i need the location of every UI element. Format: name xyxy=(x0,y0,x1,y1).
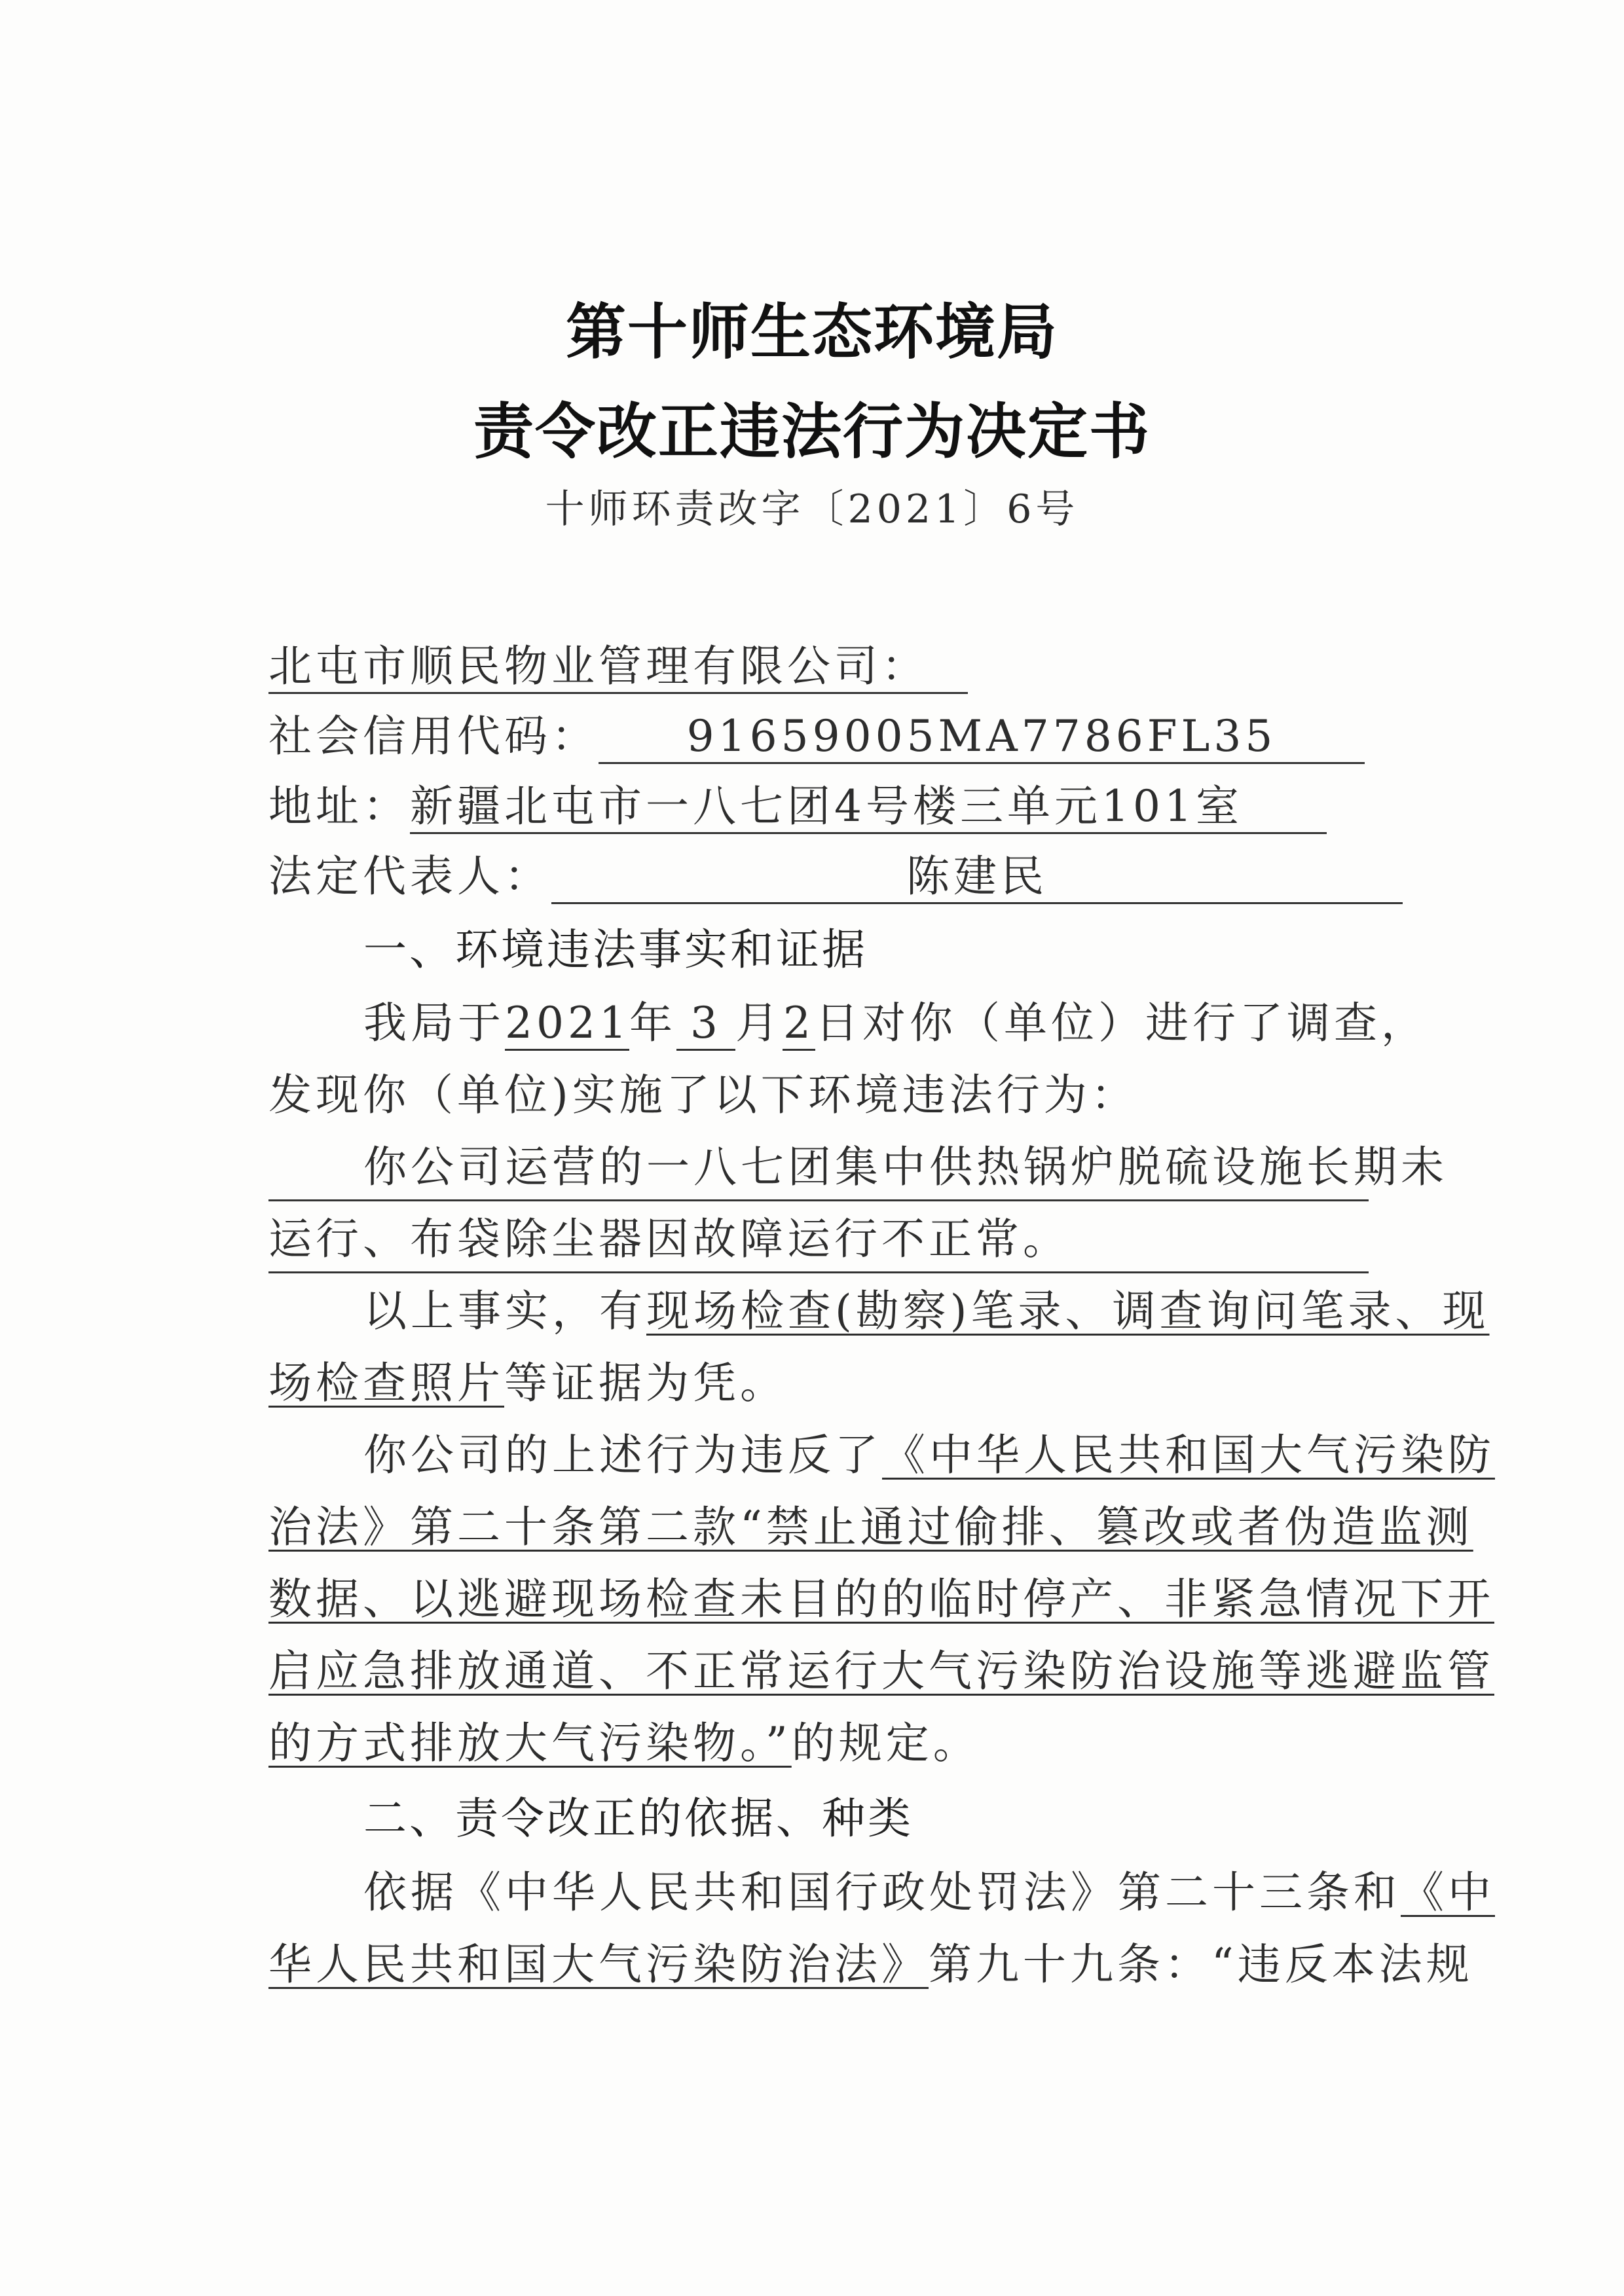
investigation-suffix: 日对你（单位）进行了调查， xyxy=(815,998,1428,1048)
law-citation-2: 治法》第二十条第二款“禁止通过偷排、篡改或者伪造监测 xyxy=(268,1502,1473,1552)
violation-rule1 xyxy=(268,1199,1369,1201)
law-suffix: 的规定。 xyxy=(791,1718,980,1768)
law-citation-5: 的方式排放大气污染物。” xyxy=(268,1718,792,1768)
address-label: 地址： xyxy=(268,781,410,831)
company-line xyxy=(268,641,968,694)
credit-code-line xyxy=(268,711,1365,764)
basis-line2 xyxy=(268,1939,1473,1990)
evidence-suffix: 等证据为凭。 xyxy=(504,1358,787,1408)
law-line5 xyxy=(268,1718,980,1768)
legal-rep-value: 陈建民 xyxy=(551,855,1403,904)
basis-prefix: 依据《中华人民共和国行政处罚法》第二十三条和 xyxy=(363,1867,1401,1918)
violation-line1: 你公司运营的一八七团集中供热锅炉脱硫设施长期未 xyxy=(363,1142,1448,1192)
basis-suffix: 第九十九条：“违反本法规 xyxy=(929,1939,1473,1990)
section2-heading: 二、责令改正的依据、种类 xyxy=(363,1793,913,1844)
law-prefix: 你公司的上述行为违反了 xyxy=(363,1430,882,1480)
address-line xyxy=(268,781,1327,834)
violation-line2: 运行、布袋除尘器因故障运行不正常。 xyxy=(268,1214,1070,1264)
law-citation-1: 《中华人民共和国大气污染防 xyxy=(882,1430,1495,1480)
basis-line1 xyxy=(363,1867,1495,1918)
law-line3 xyxy=(268,1574,1494,1624)
evidence-items-2: 场检查照片 xyxy=(268,1358,504,1408)
year-unit: 年 xyxy=(629,998,676,1048)
evidence-line1 xyxy=(363,1286,1490,1336)
law-citation-4: 启应急排放通道、不正常运行大气污染防治设施等逃避监管 xyxy=(268,1646,1494,1696)
investigation-line xyxy=(363,998,1428,1051)
evidence-prefix: 以上事实，有 xyxy=(363,1286,646,1336)
credit-code-label: 社会信用代码： xyxy=(268,711,599,761)
document-number: 十师环责改字〔2021〕6号 xyxy=(545,486,1079,532)
investigation-day: 2 xyxy=(783,1002,815,1051)
violation-rule2 xyxy=(268,1271,1369,1273)
legal-rep-label: 法定代表人： xyxy=(268,851,551,902)
law-line4 xyxy=(268,1646,1494,1696)
address-value: 新疆北屯市一八七团4号楼三单元101室 xyxy=(410,785,1327,834)
legal-rep-line xyxy=(268,851,1403,904)
issuer-title: 第十师生态环境局 xyxy=(565,297,1058,367)
basis-citation-1: 《中 xyxy=(1401,1867,1495,1918)
section1-heading: 一、环境违法事实和证据 xyxy=(363,924,868,975)
investigation-year: 2021 xyxy=(505,1002,629,1051)
investigation-prefix: 我局于 xyxy=(363,998,505,1048)
credit-code-value: 91659005MA7786FL35 xyxy=(599,715,1365,764)
law-line2 xyxy=(268,1502,1473,1552)
evidence-line2 xyxy=(268,1358,787,1408)
investigation-month: 3 xyxy=(676,1002,735,1051)
evidence-items-1: 现场检查(勘察)笔录、调查询问笔录、现 xyxy=(646,1286,1490,1336)
law-citation-3: 数据、以逃避现场检查未目的的临时停产、非紧急情况下开 xyxy=(268,1574,1494,1624)
investigation-line2: 发现你（单位)实施了以下环境违法行为： xyxy=(268,1070,1138,1120)
document-title: 责令改正违法行为决定书 xyxy=(473,397,1151,467)
basis-citation-2: 华人民共和国大气污染防治法》 xyxy=(268,1939,929,1990)
company-name: 北屯市顺民物业管理有限公司： xyxy=(268,645,968,694)
month-unit: 月 xyxy=(735,998,783,1048)
law-line1 xyxy=(363,1430,1495,1480)
